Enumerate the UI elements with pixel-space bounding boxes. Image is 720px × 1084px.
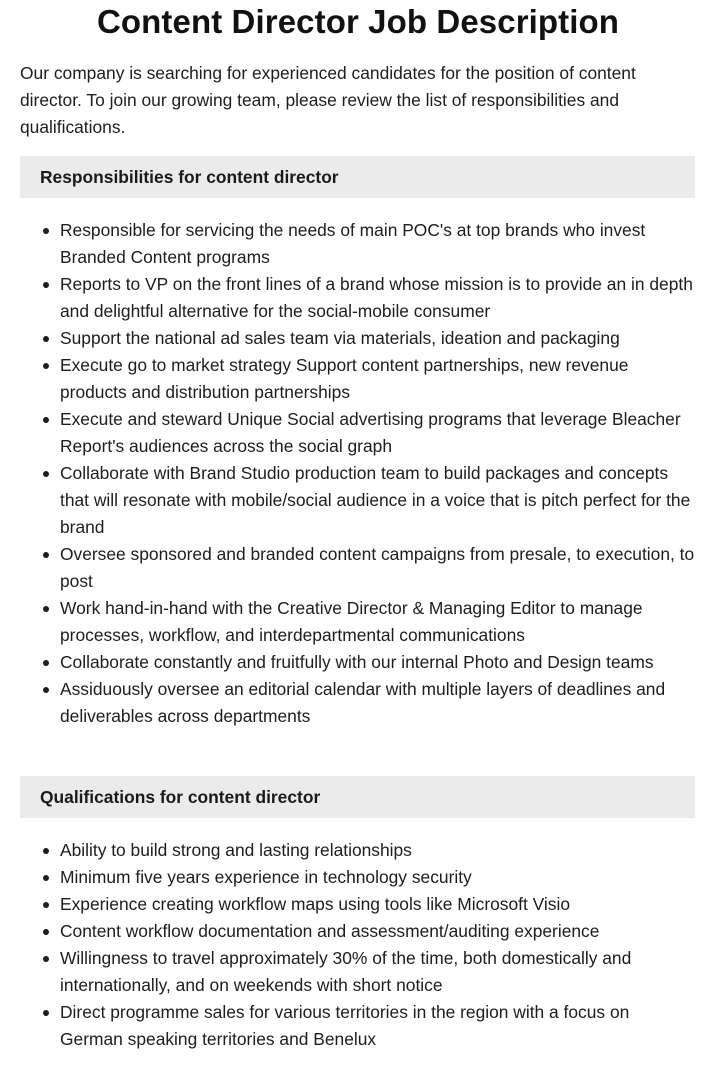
list-item: [60, 891, 696, 918]
intro-paragraph: Our company is searching for experienced candidates for the position of content director. To join our growing team, please review the list of responsibilities and qualifications.: [20, 63, 636, 137]
list-item-text: Experience creating workflow maps using tools like Microsoft Visio: [60, 894, 571, 914]
list-item-text: Execute go to market strategy Support content partnerships, new revenue products and distribution partnerships: [60, 355, 629, 402]
bullet-icon: [43, 1010, 49, 1016]
bullet-icon: [43, 552, 49, 558]
bullet-icon: [43, 660, 49, 666]
list-item: [60, 541, 696, 595]
list-item-text: Assiduously oversee an editorial calendar with multiple layers of deadlines and deliverables across departments: [60, 679, 666, 726]
list-item-text: Collaborate with Brand Studio production team to build packages and concepts that will resonate with mobile/social audience in a voice that is pitch perfect for the brand: [60, 463, 691, 537]
bullet-icon: [43, 929, 49, 935]
list-item: [60, 406, 696, 460]
bullet-icon: [43, 363, 49, 369]
list-item: [60, 945, 696, 999]
bullet-icon: [43, 336, 49, 342]
list-item-text: Responsible for servicing the needs of main POC's at top brands who invest Branded Content programs: [60, 220, 646, 267]
list-item: [60, 460, 696, 541]
list-item-text: Oversee sponsored and branded content campaigns from presale, to execution, to post: [60, 544, 695, 591]
responsibilities-list: [20, 217, 696, 730]
list-item: [60, 325, 696, 352]
list-item-text: Ability to build strong and lasting relationships: [60, 840, 412, 860]
list-item: [60, 595, 696, 649]
bullet-icon: [43, 902, 49, 908]
list-item: [60, 352, 696, 406]
qualifications-list: [20, 837, 696, 1053]
list-item: [60, 649, 696, 676]
list-item-text: Direct programme sales for various territories in the region with a focus on German speaking territories and Benelux: [60, 1002, 630, 1049]
list-item-text: Content workflow documentation and assessment/auditing experience: [60, 921, 600, 941]
list-item: [60, 217, 696, 271]
bullet-icon: [43, 956, 49, 962]
list-item: [60, 676, 696, 730]
list-item: [60, 918, 696, 945]
list-item-text: Support the national ad sales team via materials, ideation and packaging: [60, 328, 620, 348]
list-item-text: Willingness to travel approximately 30% of the time, both domestically and internationally, and on weekends with short notice: [60, 948, 632, 995]
list-item-text: Work hand-in-hand with the Creative Director & Managing Editor to manage processes, workflow, and interdepartmental communications: [60, 598, 643, 645]
bullet-icon: [43, 282, 49, 288]
list-item-text: Collaborate constantly and fruitfully with our internal Photo and Design teams: [60, 652, 654, 672]
list-item-text: Execute and steward Unique Social advertising programs that leverage Bleacher Report's audiences across the social graph: [60, 409, 681, 456]
bullet-icon: [43, 417, 49, 423]
list-item: [60, 837, 696, 864]
bullet-icon: [43, 875, 49, 881]
bullet-icon: [43, 606, 49, 612]
list-item-text: Reports to VP on the front lines of a brand whose mission is to provide an in depth and delightful alternative for the social-mobile consumer: [60, 274, 693, 321]
page-title: Content Director Job Description: [96, 3, 620, 40]
qualifications-heading: Qualifications for content director: [20, 776, 695, 818]
list-item: [60, 999, 696, 1053]
list-item: [60, 271, 696, 325]
responsibilities-heading: Responsibilities for content director: [20, 156, 695, 198]
list-item-text: Minimum five years experience in technology security: [60, 867, 472, 887]
bullet-icon: [43, 228, 49, 234]
list-item: [60, 864, 696, 891]
bullet-icon: [43, 471, 49, 477]
bullet-icon: [43, 687, 49, 693]
bullet-icon: [43, 848, 49, 854]
